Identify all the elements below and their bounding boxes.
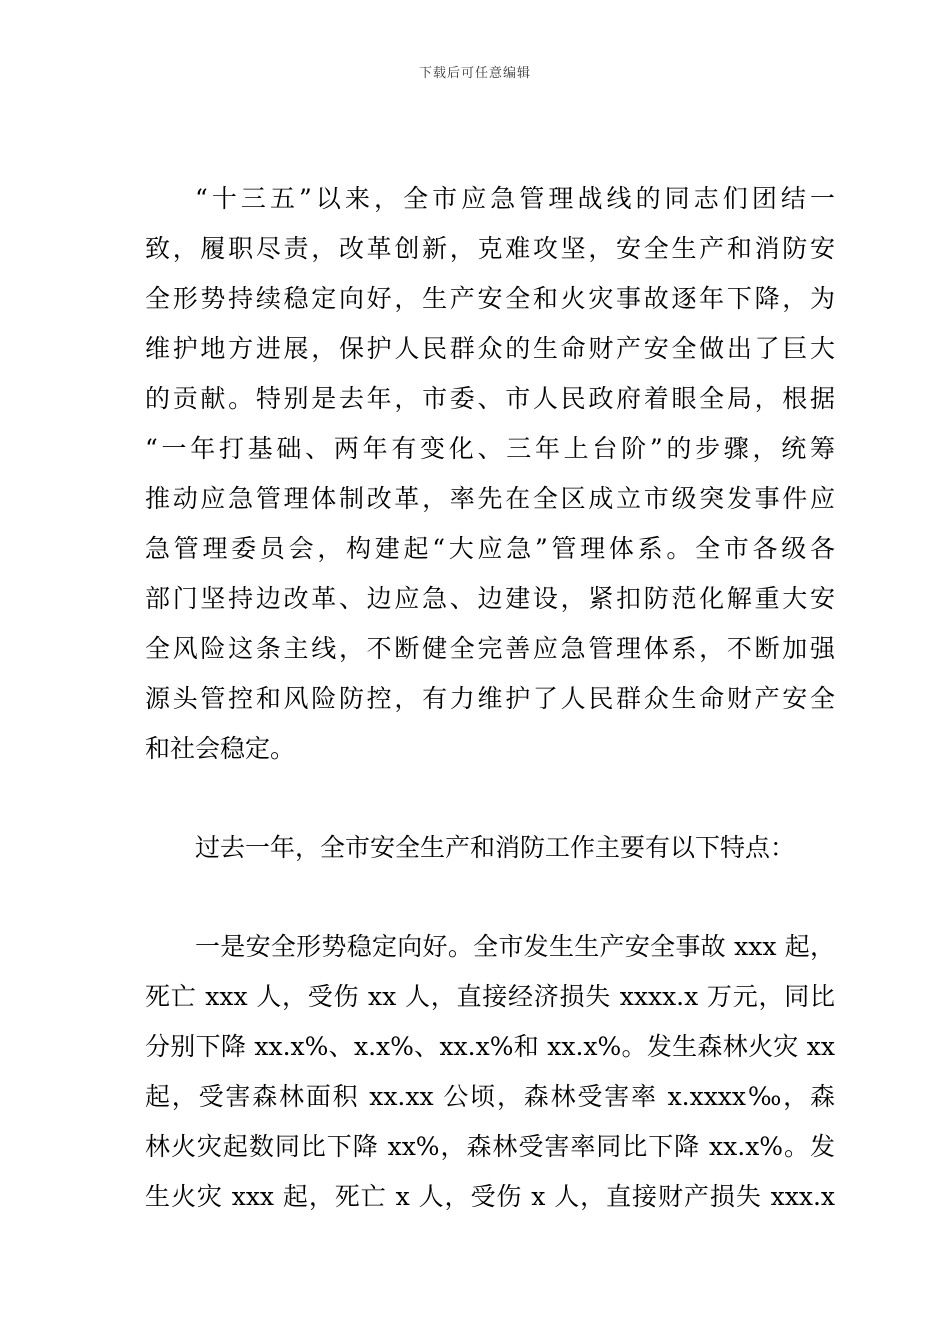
text-line: 的贡献。特别是去年，市委、市人民政府着眼全局，根据 — [145, 384, 835, 413]
text-line: 过去一年，全市安全生产和消防工作主要有以下特点： — [195, 833, 796, 862]
text-line: 急管理委员会，构建起“大应急”管理体系。全市各级各 — [145, 534, 835, 563]
text-line: “一年打基础、两年有变化、三年上台阶”的步骤，统筹 — [145, 434, 835, 463]
text-line: 起，受害森林面积 xx.xx 公顷，森林受害率 x.xxxx‰，森 — [145, 1082, 835, 1111]
text-line: 和社会稳定。 — [145, 734, 296, 763]
text-line: 死亡 xxx 人，受伤 xx 人，直接经济损失 xxxx.x 万元，同比 — [145, 982, 835, 1011]
text-line: 生火灾 xxx 起，死亡 x 人，受伤 x 人，直接财产损失 xxx.x — [145, 1182, 835, 1211]
page-header: 下载后可任意编辑 — [418, 66, 531, 81]
text-line: “十三五”以来，全市应急管理战线的同志们团结一 — [195, 184, 835, 213]
text-line: 全形势持续稳定向好，生产安全和火灾事故逐年下降，为 — [145, 284, 835, 313]
text-line: 维护地方进展，保护人民群众的生命财产安全做出了巨大 — [145, 334, 835, 363]
text-line: 分别下降 xx.x%、x.x%、xx.x%和 xx.x%。发生森林火灾 xx — [145, 1032, 835, 1061]
text-line: 部门坚持边改革、边应急、边建设，紧扣防范化解重大安 — [145, 584, 835, 613]
text-line: 林火灾起数同比下降 xx%，森林受害率同比下降 xx.x%。发 — [145, 1132, 835, 1161]
text-line: 推动应急管理体制改革，率先在全区成立市级突发事件应 — [145, 484, 835, 513]
text-line: 一是安全形势稳定向好。全市发生生产安全事故 xxx 起， — [195, 932, 835, 961]
text-line: 致，履职尽责，改革创新，克难攻坚，安全生产和消防安 — [145, 234, 835, 263]
text-line: 全风险这条主线，不断健全完善应急管理体系，不断加强 — [145, 634, 835, 663]
text-line: 源头管控和风险防控，有力维护了人民群众生命财产安全 — [145, 684, 835, 713]
